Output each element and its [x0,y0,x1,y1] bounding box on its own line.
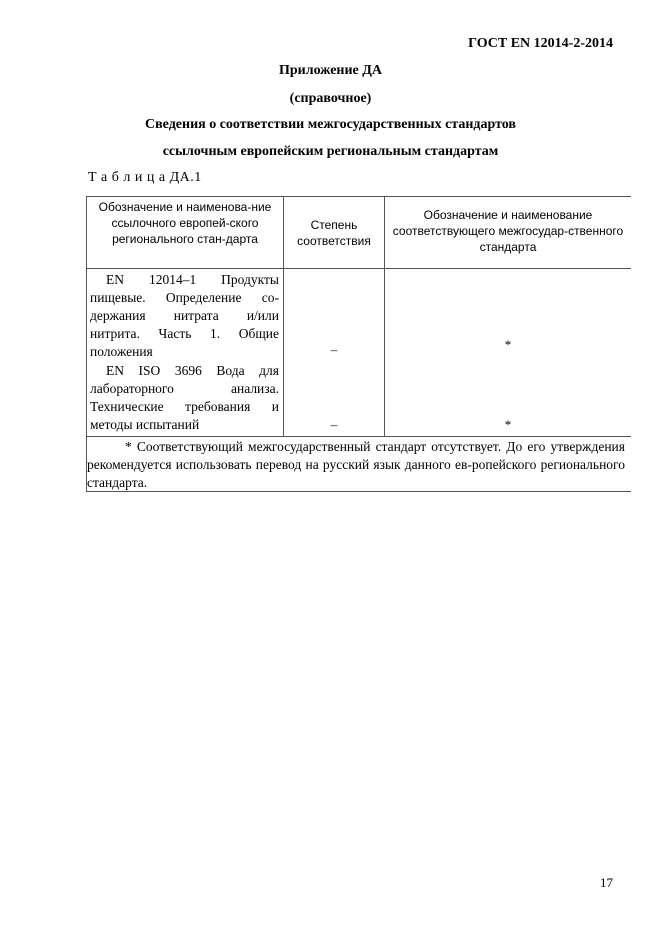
table-label: Т а б л и ц а ДА.1 [88,170,202,185]
table-row-2-degree: – [330,417,338,432]
annex-status: (справочное) [289,91,372,106]
table-border-top [86,196,631,197]
annex-heading-line-1: Сведения о соответствии межгосударственных стандартов [145,117,516,132]
header-separator [86,268,631,269]
table-row-2-interstate: * [504,417,512,432]
table-row-2-reference: EN ISO 3696 Вода для лабораторного анализа. Технические требования и методы испытаний [90,363,279,432]
annex-heading-line-2: ссылочным европейским региональным стандартам [162,144,499,159]
column-header-reference: Обозначение и наименова-ние ссылочного европей-ского регионального стан-дарта [98,200,272,246]
reference-table [86,196,631,492]
column-divider-2 [384,196,385,436]
annex-title: Приложение ДА [278,63,383,78]
table-row-1-degree: – [330,342,338,357]
table-row-1-interstate: * [504,337,512,352]
page-number: 17 [600,875,613,890]
column-header-interstate: Обозначение и наименование соответствующего межгосудар-ственного стандарта [392,208,624,254]
body-footnote-separator [86,436,631,437]
table-footnote: * Соответствующий межгосударственный стандарт отсутствует. До его утверждения рекомендуется использовать перевод на русский язык данного ев-ропейского регионального стандарта. [87,439,625,490]
column-divider-1 [283,196,284,436]
column-header-degree: Степень соответствия [297,218,371,248]
table-row-1-reference: EN 12014–1 Продукты пищевые. Определение со-держания нитрата и/или нитрита. Часть 1. Общие положения [90,272,279,359]
document-code: ГОСТ EN 12014-2-2014 [468,36,613,51]
